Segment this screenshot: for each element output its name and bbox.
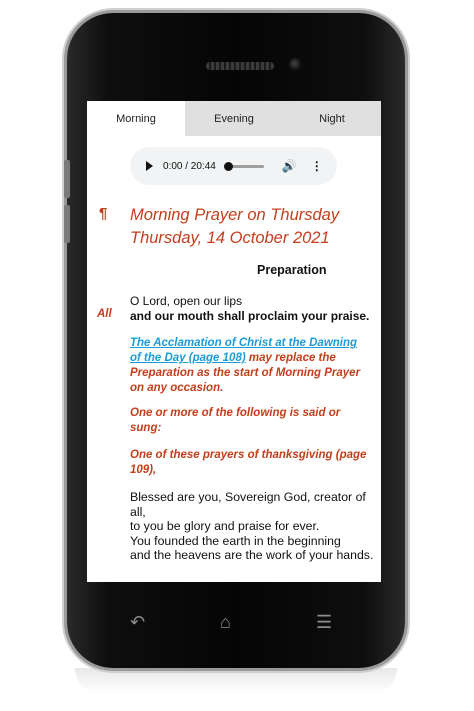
phone-reflection <box>75 668 397 694</box>
prayer-line: You founded the earth in the beginning <box>130 533 341 548</box>
volume-button <box>64 160 70 198</box>
tab-evening[interactable]: Evening <box>214 112 254 125</box>
menu-icon[interactable]: ☰ <box>316 612 333 632</box>
play-icon[interactable] <box>146 161 153 171</box>
page-title <box>130 204 376 250</box>
tab-night[interactable]: Night <box>319 112 345 125</box>
prayer-text <box>130 490 376 563</box>
rubric-thanksgiving[interactable]: One of these prayers of thanksgiving (page 109), <box>130 449 367 476</box>
speaker-grille <box>206 62 274 70</box>
rubric-acclamation-rest: may replace the Preparation as the start of Morning Prayer on any occasion. <box>130 352 361 394</box>
prayer-line: Blessed are you, Sovereign God, creator of all, <box>130 490 366 519</box>
pilcrow-marker: ¶ <box>99 205 108 222</box>
volume-icon[interactable]: 🔊 <box>281 159 297 173</box>
rubric-said-or-sung: One or more of the following is said or sung: <box>130 407 341 434</box>
screen <box>87 101 381 582</box>
tab-bar <box>87 101 381 136</box>
response: and our mouth shall proclaim your praise. <box>130 309 370 323</box>
section-heading: Preparation <box>257 263 327 277</box>
prayer-line: and the heavens are the work of your hands. <box>130 548 374 562</box>
rubric-acclamation <box>130 336 370 396</box>
prayer-line: to you be glory and praise for ever. <box>130 519 320 533</box>
audio-time: 0:00 / 20:44 <box>163 160 216 172</box>
acclamation-link[interactable]: The Acclamation of Christ at the Dawning of the Day (page 108) <box>130 337 358 364</box>
versicle: O Lord, open our lips <box>130 294 243 308</box>
seek-thumb[interactable] <box>224 162 233 171</box>
audio-player <box>130 147 337 185</box>
title-line-1: Morning Prayer on Thursday <box>130 206 340 224</box>
response-label: All <box>97 308 112 320</box>
more-options-icon[interactable]: ⋮ <box>310 159 323 173</box>
volume-button-2 <box>64 205 70 243</box>
tab-morning[interactable]: Morning <box>87 101 185 136</box>
audio-seek-slider[interactable] <box>226 165 264 168</box>
back-icon[interactable]: ↶ <box>130 612 146 632</box>
camera-icon <box>289 58 303 72</box>
home-icon[interactable]: ⌂ <box>220 612 231 632</box>
title-line-2: Thursday, 14 October 2021 <box>130 229 330 247</box>
